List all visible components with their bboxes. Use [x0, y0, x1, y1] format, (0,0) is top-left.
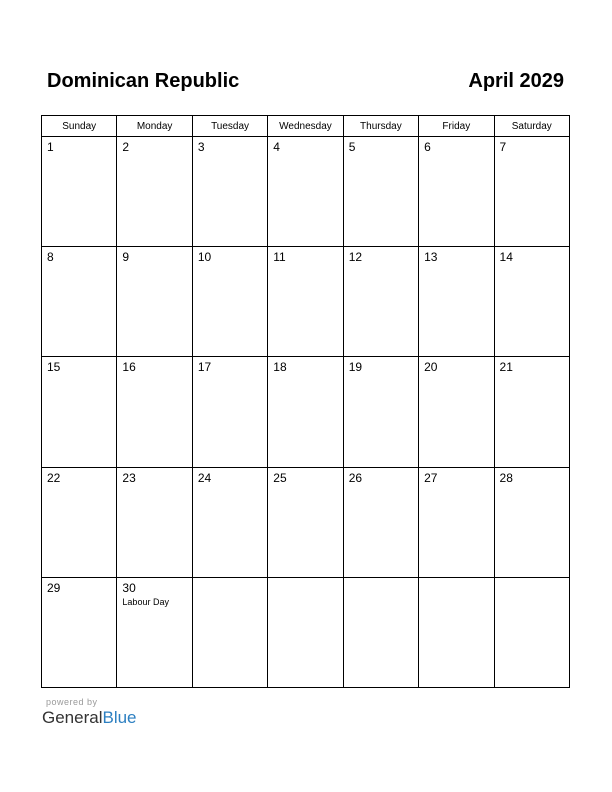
day-number: 11: [273, 250, 286, 265]
day-number: 23: [122, 470, 136, 485]
day-number: 13: [424, 250, 438, 265]
day-number: 12: [348, 250, 363, 265]
weekday-header-row: [42, 116, 570, 137]
day-cell: [117, 467, 192, 577]
weekday-saturday: Saturday: [494, 116, 569, 137]
day-cell: [494, 357, 569, 467]
empty-day-cell: [268, 577, 343, 687]
empty-day-cell: [343, 577, 418, 687]
country-title: Dominican Republic: [47, 70, 240, 92]
day-cell: [494, 137, 569, 247]
day-number: 2: [122, 140, 130, 154]
day-cell: [268, 467, 343, 577]
day-number: 25: [273, 470, 287, 485]
empty-day-cell: [419, 577, 494, 687]
day-cell: [343, 357, 418, 467]
weekday-thursday: Thursday: [343, 116, 418, 137]
powered-by-text: powered by: [46, 697, 98, 707]
weekday-monday: Monday: [117, 116, 192, 137]
day-number: 19: [348, 360, 363, 375]
day-number: 9: [122, 250, 130, 265]
weekday-wednesday: Wednesday: [268, 116, 343, 137]
day-number: 29: [47, 580, 61, 595]
day-number: 30: [122, 580, 136, 595]
day-cell: [419, 137, 494, 247]
day-cell: [117, 357, 192, 467]
day-cell: [192, 467, 267, 577]
brand-name-general: General: [42, 708, 103, 727]
day-cell: [117, 137, 192, 247]
calendar-grid: [41, 115, 570, 688]
week-row-3: [42, 357, 570, 467]
empty-day-cell: [192, 577, 267, 687]
day-cell: [494, 467, 569, 577]
day-number: 21: [499, 360, 513, 375]
day-number: 4: [273, 140, 280, 154]
day-cell: [42, 137, 117, 247]
day-number: 1: [47, 140, 54, 154]
day-cell: [192, 357, 267, 467]
weekday-friday: Friday: [419, 116, 494, 137]
day-number: 3: [197, 140, 205, 154]
weekday-tuesday: Tuesday: [192, 116, 267, 137]
day-cell: [42, 247, 117, 357]
brand-name: [42, 708, 137, 728]
day-number: 27: [424, 470, 438, 485]
day-number: 26: [348, 470, 363, 485]
empty-day-cell: [494, 577, 569, 687]
day-number: 8: [47, 250, 54, 265]
day-number: 18: [273, 360, 287, 375]
day-cell: [343, 247, 418, 357]
month-year-title: April 2029: [468, 70, 564, 92]
week-row-5: [42, 577, 570, 687]
day-cell: [192, 247, 267, 357]
week-row-4: [42, 467, 570, 577]
brand-name-blue: Blue: [102, 708, 137, 727]
day-cell: [343, 137, 418, 247]
day-cell: [268, 137, 343, 247]
week-row-1: [42, 137, 570, 247]
weekday-sunday: Sunday: [42, 116, 117, 137]
day-cell: [419, 467, 494, 577]
day-number: 14: [499, 250, 513, 265]
day-number: 15: [47, 360, 61, 375]
day-cell: [419, 247, 494, 357]
day-cell: [42, 357, 117, 467]
day-cell: [494, 247, 569, 357]
holiday-label: Labour Day: [122, 596, 169, 607]
day-cell: [192, 137, 267, 247]
calendar-header: [42, 70, 570, 100]
day-number: 7: [499, 140, 507, 154]
day-cell: [268, 357, 343, 467]
day-number: 5: [348, 140, 356, 154]
week-row-2: [42, 247, 570, 357]
day-number: 17: [197, 360, 212, 375]
day-number: 16: [122, 360, 136, 375]
day-number: 22: [47, 470, 61, 485]
day-cell: [117, 577, 192, 687]
day-cell: [343, 467, 418, 577]
day-cell: [42, 577, 117, 687]
day-cell: [42, 467, 117, 577]
generalblue-logo: [42, 697, 137, 728]
day-cell: [117, 247, 192, 357]
day-number: 24: [197, 470, 212, 485]
day-cell: [268, 247, 343, 357]
day-number: 6: [424, 140, 431, 154]
day-number: 10: [197, 250, 212, 265]
day-number: 28: [499, 470, 513, 485]
day-cell: [419, 357, 494, 467]
day-number: 20: [424, 360, 438, 375]
